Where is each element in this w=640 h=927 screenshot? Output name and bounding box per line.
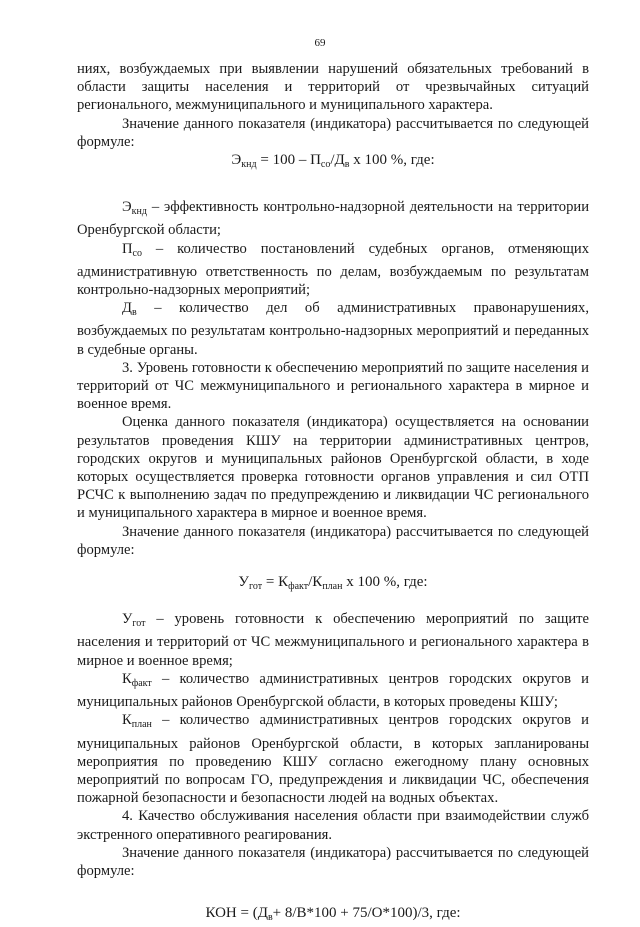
formula-subscript: план — [322, 581, 343, 593]
formula-subscript: кнд — [241, 159, 257, 171]
formula-part: = К — [262, 574, 289, 591]
definition-text: – количество постановлений судебных органов, отменяющих административную ответственность по делам, возбуждаемым по результатам контрольно-надзорных мероприятий; — [77, 240, 589, 299]
definition-symbol: Э — [122, 199, 132, 216]
definition-kfakt — [77, 670, 589, 711]
paragraph-assessment: Оценка данного показателя (индикатора) осуществляется на основании результатов проведения КШУ на территории административных центров, городских округов и муниципальных районов Оренбургской области, в ходе которых осуществляется проверка готовности органов управления и сил ОТП РСЧС к выполнению задач по предупреждению и ликвидации ЧС регионального и муниципального характера в мирное и военное время. — [77, 414, 589, 522]
formula-service-quality — [77, 904, 589, 927]
formula-efficiency — [77, 151, 589, 174]
definition-ugot — [77, 610, 589, 670]
formula-part: Э — [231, 152, 242, 169]
paragraph-formula-intro-3: Значение данного показателя (индикатора) рассчитывается по следующей формуле: — [77, 844, 589, 879]
definition-symbol: К — [122, 712, 132, 729]
formula-part: /К — [308, 574, 323, 591]
formula-part: У — [238, 574, 250, 591]
definition-text: – эффективность контрольно-надзорной деятельности на территории Оренбургской области; — [77, 199, 589, 239]
page-number: 69 — [314, 37, 326, 49]
definition-subscript: гот — [132, 618, 146, 630]
definition-subscript: план — [131, 719, 152, 731]
definition-dv — [77, 299, 589, 359]
paragraph-continuation: ниях, возбуждаемых при выявлении нарушений обязательных требований в области защиты населения и территорий от чрезвычайных ситуаций регионального, межмуниципального и муниципального характера. — [77, 61, 589, 114]
definition-text: – количество административных центров городских округов и муниципальных районов Оренбургской области, в которых проведены КШУ; — [77, 670, 589, 711]
definition-ekn — [77, 198, 589, 239]
formula-part: + 8/В*100 + 75/О*100)/3, где: — [272, 905, 461, 922]
definition-subscript: со — [132, 247, 142, 259]
definition-subscript: в — [131, 307, 137, 319]
formula-part: /Д — [330, 152, 345, 169]
paragraph-formula-intro-1: Значение данного показателя (индикатора) рассчитывается по следующей формуле: — [77, 115, 589, 150]
formula-part: = 100 – П — [256, 152, 321, 169]
section-heading-3: 3. Уровень готовности к обеспечению мероприятий по защите населения и территорий от ЧС межмуниципального и регионального характера в мирное и военное время. — [77, 359, 589, 413]
formula-subscript: в — [267, 912, 273, 924]
formula-subscript: гот — [249, 581, 263, 593]
formula-subscript: в — [344, 159, 350, 171]
definition-kplan — [77, 711, 589, 807]
formula-part: х 100 %, где: — [349, 152, 435, 169]
formula-part: х 100 %, где: — [342, 574, 428, 591]
section-heading-4: 4. Качество обслуживания населения области при взаимодействии служб экстренного оперативного реагирования. — [77, 808, 589, 843]
definition-subscript: факт — [131, 677, 152, 689]
definition-text: – количество административных центров городских округов и муниципальных районов Оренбургской области, в которых запланированы мероприятия по проведению КШУ согласно ежегодному плану основных мероприятий по вопросам ГО, предупреждения и ликвидации ЧС, обеспечения пожарной безопасности и безопасности людей на водных объектах. — [77, 712, 589, 807]
definition-subscript: кнд — [131, 206, 147, 218]
formula-subscript: со — [320, 159, 331, 171]
definition-symbol: К — [122, 670, 132, 687]
definition-symbol: У — [122, 611, 133, 628]
formula-readiness — [77, 573, 589, 596]
definition-pso — [77, 240, 589, 300]
formula-part: КОН = (Д — [205, 905, 268, 922]
definition-symbol: П — [122, 240, 133, 257]
page-body — [77, 60, 589, 927]
paragraph-formula-intro-2: Значение данного показателя (индикатора) рассчитывается по следующей формуле: — [77, 523, 589, 558]
definition-text: – количество дел об административных правонарушениях, возбуждаемых по результатам контрольно-надзорных мероприятий и переданных в судебные органы. — [77, 300, 589, 358]
definition-text: – уровень готовности к обеспечению мероприятий по защите населения и территорий от ЧС межмуниципального и регионального характера в мирное и военное время; — [77, 611, 589, 669]
formula-subscript: факт — [288, 581, 309, 593]
definition-symbol: Д — [122, 300, 132, 317]
